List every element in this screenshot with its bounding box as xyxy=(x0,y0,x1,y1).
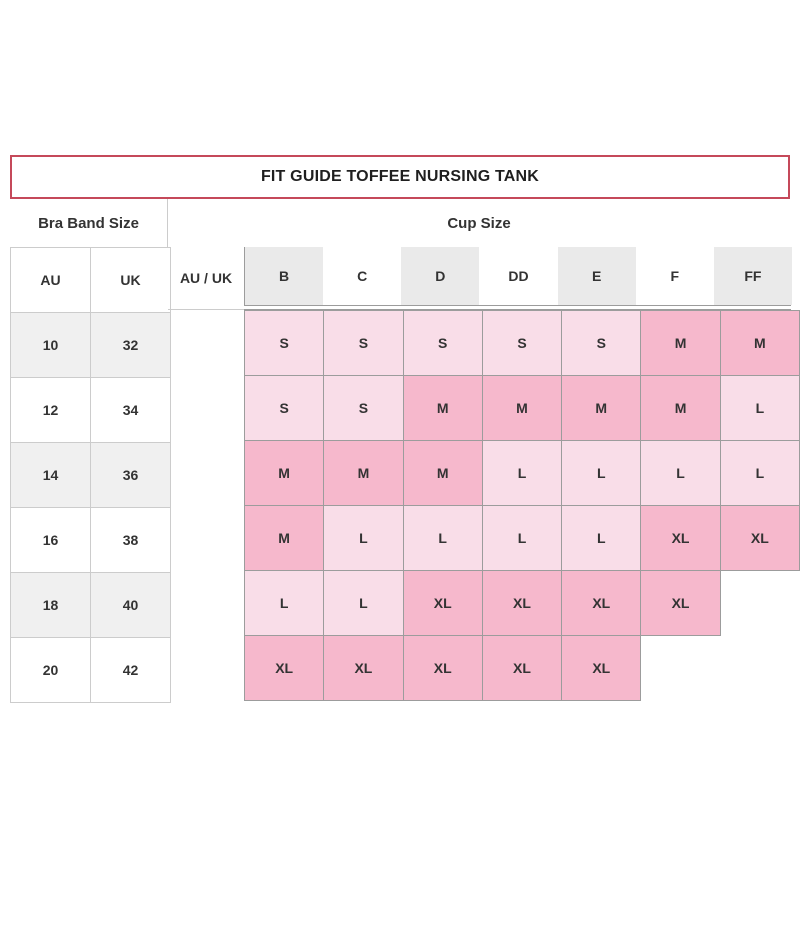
size-cell-empty xyxy=(720,636,799,701)
size-cell: M xyxy=(324,441,403,506)
cup-col-F: F xyxy=(670,268,680,284)
band-au-cell: 18 xyxy=(11,573,91,638)
size-cell: XL xyxy=(403,571,482,636)
band-row xyxy=(11,508,171,573)
size-row xyxy=(245,636,800,701)
size-cell: L xyxy=(720,376,799,441)
size-row xyxy=(245,311,800,376)
cup-size-group-header: Cup Size xyxy=(447,214,511,232)
band-au-cell: 10 xyxy=(11,313,91,378)
size-cell: L xyxy=(482,441,561,506)
size-cell: M xyxy=(641,376,720,441)
size-cell: XL xyxy=(641,571,720,636)
size-cell: XL xyxy=(562,571,641,636)
size-cell: L xyxy=(562,441,641,506)
band-row xyxy=(11,638,171,703)
band-uk-cell: 36 xyxy=(91,443,171,508)
band-row xyxy=(11,573,171,638)
size-cell: XL xyxy=(245,636,324,701)
size-row xyxy=(245,571,800,636)
band-row xyxy=(11,378,171,443)
band-table-body xyxy=(11,248,171,703)
size-cell: L xyxy=(720,441,799,506)
cup-col-FF: FF xyxy=(714,247,792,305)
size-cell: S xyxy=(324,311,403,376)
size-cell: M xyxy=(641,311,720,376)
band-au-cell: 16 xyxy=(11,508,91,573)
size-grid-table xyxy=(244,310,800,701)
size-cell: L xyxy=(482,506,561,571)
band-uk-cell: 42 xyxy=(91,638,171,703)
size-cell: S xyxy=(324,376,403,441)
size-cell-empty xyxy=(720,571,799,636)
band-au-cell: 14 xyxy=(11,443,91,508)
auuk-header-cell: AU / UK xyxy=(168,247,244,310)
band-uk-cell: 38 xyxy=(91,508,171,573)
size-cell: M xyxy=(403,376,482,441)
fit-guide-title: FIT GUIDE TOFFEE NURSING TANK xyxy=(260,168,540,185)
size-cell: XL xyxy=(324,636,403,701)
size-cell: L xyxy=(403,506,482,571)
cup-col-D: D xyxy=(401,247,479,305)
size-row xyxy=(245,376,800,441)
size-cell-empty xyxy=(641,636,720,701)
band-row xyxy=(11,313,171,378)
band-col-uk: UK xyxy=(91,248,171,313)
size-cell: XL xyxy=(562,636,641,701)
band-size-table xyxy=(10,247,171,703)
band-au-cell: 20 xyxy=(11,638,91,703)
band-au-cell: 12 xyxy=(11,378,91,443)
size-cell: XL xyxy=(720,506,799,571)
size-cell: M xyxy=(482,376,561,441)
band-uk-cell: 34 xyxy=(91,378,171,443)
cup-col-E: E xyxy=(558,247,636,305)
cup-col-C: C xyxy=(357,268,368,284)
size-cell: S xyxy=(245,311,324,376)
band-header-row xyxy=(11,248,171,313)
size-cell: L xyxy=(245,571,324,636)
band-uk-cell: 32 xyxy=(91,313,171,378)
size-cell: M xyxy=(245,506,324,571)
size-cell: S xyxy=(562,311,641,376)
size-cell: M xyxy=(403,441,482,506)
size-cell: L xyxy=(324,571,403,636)
size-cell: S xyxy=(403,311,482,376)
size-cell: M xyxy=(562,376,641,441)
band-row xyxy=(11,443,171,508)
size-grid-body xyxy=(245,311,800,701)
size-cell: M xyxy=(245,441,324,506)
cup-col-DD: DD xyxy=(508,268,529,284)
cup-columns-header-row xyxy=(244,247,792,305)
size-cell: XL xyxy=(641,506,720,571)
size-row xyxy=(245,441,800,506)
size-cell: XL xyxy=(482,636,561,701)
size-cell: L xyxy=(562,506,641,571)
size-cell: L xyxy=(641,441,720,506)
fit-guide-title-box xyxy=(10,155,790,199)
size-cell: L xyxy=(324,506,403,571)
cup-col-B: B xyxy=(245,247,323,305)
size-cell: S xyxy=(482,311,561,376)
band-col-au: AU xyxy=(11,248,91,313)
size-cell: M xyxy=(720,311,799,376)
size-cell: S xyxy=(245,376,324,441)
band-size-group-header: Bra Band Size xyxy=(10,199,168,247)
size-cell: XL xyxy=(403,636,482,701)
size-row xyxy=(245,506,800,571)
band-uk-cell: 40 xyxy=(91,573,171,638)
size-cell: XL xyxy=(482,571,561,636)
